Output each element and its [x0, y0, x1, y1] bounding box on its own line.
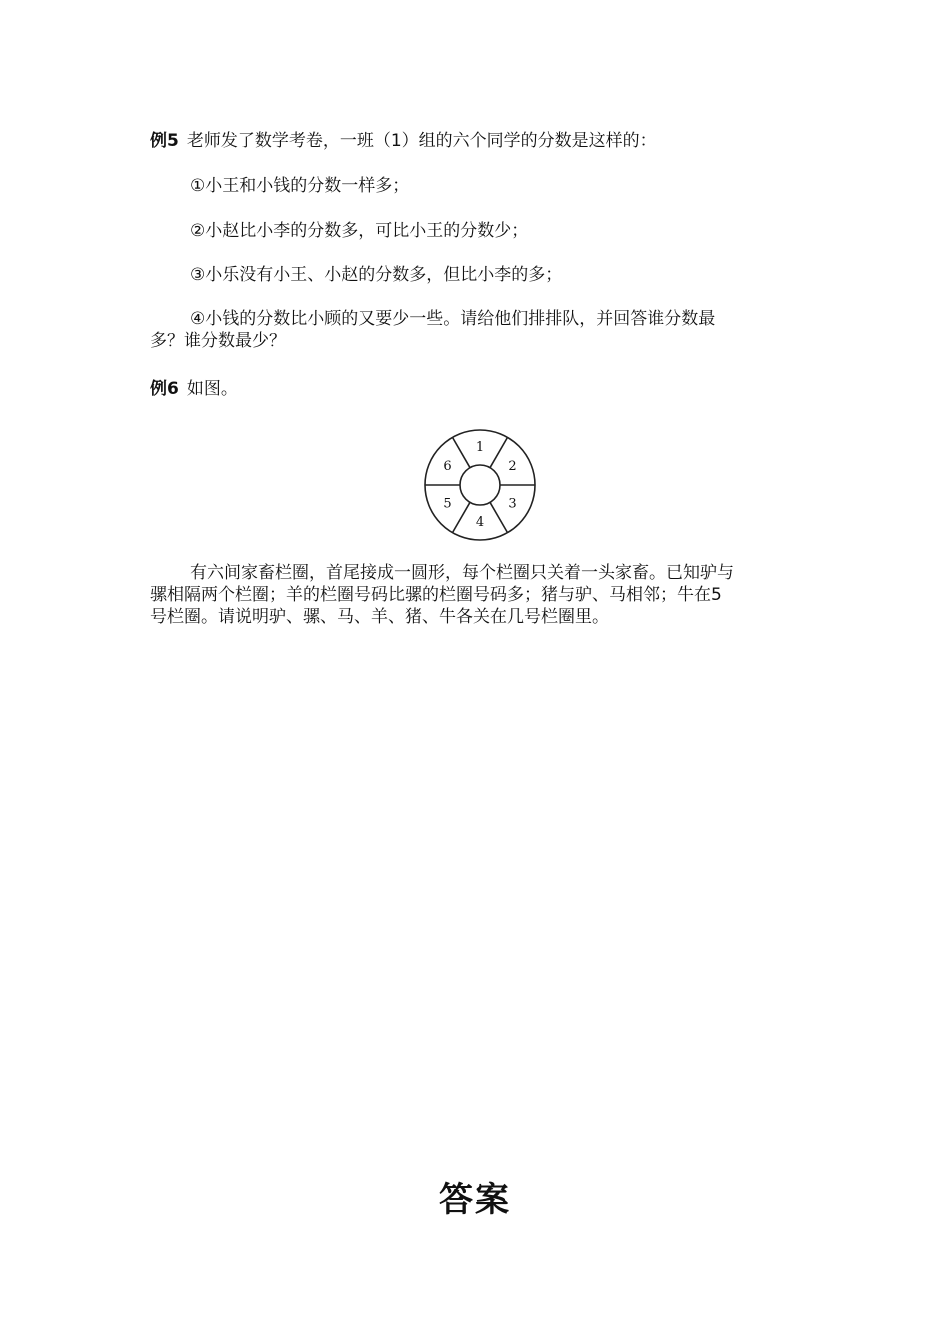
segment-divider	[490, 502, 508, 532]
example5-clue-2: ②小赵比小李的分数多，可比小王的分数少；	[190, 221, 529, 241]
example5-label: 例5	[150, 131, 179, 151]
pen-ring-diagram	[423, 428, 537, 542]
pen-number-3: 3	[508, 496, 517, 512]
pen-number-2: 2	[508, 458, 517, 474]
example6-paragraph-line-2: 骡相隔两个栏圈；羊的栏圈号码比骡的栏圈号码多；猪与驴、马相邻；牛在5	[150, 585, 722, 605]
example5-heading	[150, 130, 657, 152]
segment-divider	[490, 437, 508, 467]
example6-paragraph-line-1: 有六间家畜栏圈，首尾接成一圆形，每个栏圈只关着一头家畜。已知驴与	[190, 563, 734, 583]
pen-number-4: 4	[475, 515, 485, 530]
segment-divider	[453, 502, 471, 532]
example6-heading	[150, 378, 238, 400]
answer-title: 答案	[439, 1180, 511, 1220]
example5-clue-4: ④小钱的分数比小顾的又要少一些。请给他们排排队，并回答谁分数最	[190, 309, 716, 329]
example5-clue-3: ③小乐没有小王、小赵的分数多，但比小李的多；	[190, 265, 563, 285]
inner-circle	[460, 465, 500, 505]
example6-intro: 如图。	[186, 379, 238, 399]
example6-label: 例6	[150, 379, 179, 399]
pen-number-5: 5	[443, 496, 452, 512]
example6-paragraph-line-3: 号栏圈。请说明驴、骡、马、羊、猪、牛各关在几号栏圈里。	[150, 607, 609, 627]
example5-clue-4-continued: 多？谁分数最少？	[150, 331, 286, 351]
pen-number-1: 1	[475, 440, 485, 455]
example5-intro: 老师发了数学考卷，一班（1）组的六个同学的分数是这样的：	[186, 131, 657, 151]
example5-clue-1: ①小王和小钱的分数一样多；	[190, 176, 410, 196]
segment-divider	[453, 437, 471, 467]
pen-number-6: 6	[443, 458, 452, 474]
